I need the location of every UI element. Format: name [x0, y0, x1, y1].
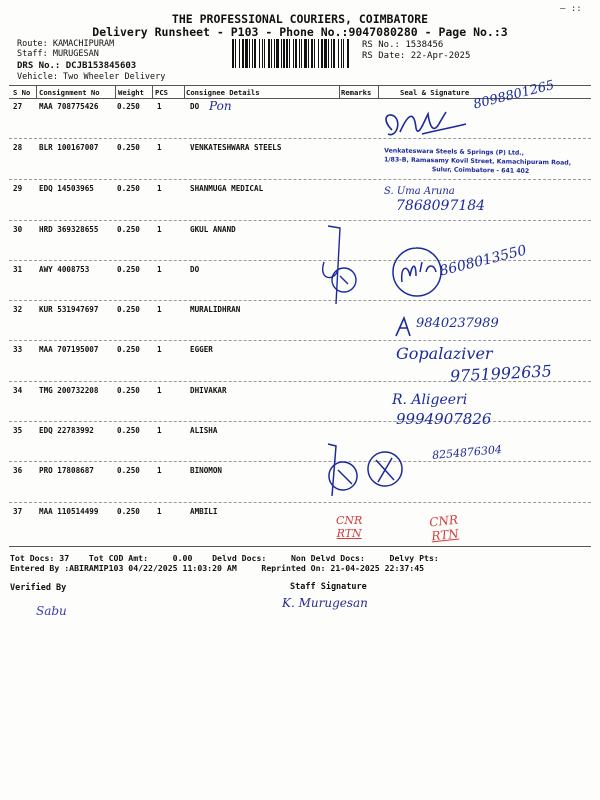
remarks-note-line2: RTN [336, 527, 362, 540]
row31-signature [386, 242, 446, 300]
route-label: Route: KAMACHIPURAM [17, 39, 115, 49]
cell-pcs: 1 [157, 265, 162, 274]
row32-phone: 9840237989 [416, 316, 499, 331]
row34-name: R. Aligeeri [392, 392, 468, 408]
vehicle-label: Vehicle: Two Wheeler Delivery [17, 72, 166, 82]
barcode-bar [249, 39, 250, 68]
cell-weight: 0.250 [117, 345, 140, 354]
barcode-bar [281, 39, 282, 68]
row-divider [9, 179, 591, 180]
row-divider [9, 502, 591, 503]
verified-by-signature: Sabu [36, 604, 67, 618]
table-bottom-rule [9, 546, 591, 547]
cell-consignment-no: TMG 200732208 [39, 386, 99, 395]
cell-sno: 33 [13, 345, 23, 354]
verified-by-label: Verified By [10, 583, 67, 593]
cell-weight: 0.250 [117, 305, 140, 314]
cell-consignment-no: KUR 531947697 [39, 305, 99, 314]
barcode-bar [232, 39, 234, 68]
header-divider [152, 85, 153, 98]
row34-phone: 9994907826 [396, 410, 492, 428]
cell-weight: 0.250 [117, 143, 140, 152]
drs-number: DRS No.: DCJB153845603 [17, 61, 137, 71]
cell-sno: 28 [13, 143, 23, 152]
cell-sno: 36 [13, 466, 23, 475]
staff-signature-label: Staff Signature [290, 582, 367, 592]
header-divider [115, 85, 116, 98]
col-header-pcs: PCS [155, 88, 168, 97]
cell-consignee: SHANMUGA MEDICAL [190, 184, 264, 193]
barcode-bar [264, 39, 265, 68]
barcode-bar [262, 39, 263, 68]
stamp-line-3: Sulur, Coimbatore - 641 402 [431, 166, 530, 175]
col-header-sno: S No [13, 88, 31, 97]
stamp-line-2: 1/83-B, Ramasamy Kovil Street, Kamachipuram Road, [383, 156, 572, 167]
cell-pcs: 1 [157, 345, 162, 354]
staff-label: Staff: MURUGESAN [17, 49, 99, 59]
barcode-bar [347, 39, 349, 68]
barcode-bar [245, 39, 248, 68]
cell-weight: 0.250 [117, 507, 140, 516]
barcode-bar [254, 39, 256, 68]
rs-date: RS Date: 22-Apr-2025 [362, 51, 471, 61]
cell-pcs: 1 [157, 184, 162, 193]
cell-consignee: GKUL ANAND [190, 225, 236, 234]
cell-weight: 0.250 [117, 426, 140, 435]
runsheet-title: Delivery Runsheet - P103 - Phone No.:9047080280 - Page No.:3 [92, 25, 508, 39]
cell-sno: 34 [13, 386, 23, 395]
row-divider [9, 300, 591, 301]
cell-pcs: 1 [157, 507, 162, 516]
row33-name: Gopalaziver [396, 344, 493, 363]
row27-phone: 8098801265 [472, 77, 556, 113]
cell-consignment-no: MAA 707195007 [39, 345, 99, 354]
barcode-bar [299, 39, 300, 68]
barcode-bar [268, 39, 270, 68]
cell-pcs: 1 [157, 143, 162, 152]
cell-pcs: 1 [157, 426, 162, 435]
row27-consignee-note: Pon [209, 99, 232, 113]
cell-weight: 0.250 [117, 265, 140, 274]
col-header-weight: Weight [118, 88, 144, 97]
cell-weight: 0.250 [117, 225, 140, 234]
cell-consignment-no: HRD 369328655 [39, 225, 99, 234]
cell-pcs: 1 [157, 386, 162, 395]
cell-consignee: ALISHA [190, 426, 218, 435]
cell-sno: 35 [13, 426, 23, 435]
cell-consignment-no: EDQ 22783992 [39, 426, 94, 435]
corner-mark: — :: [560, 4, 582, 14]
barcode-bar [338, 39, 339, 68]
barcode-bar [274, 39, 275, 68]
header-divider [378, 85, 379, 98]
totals-line: Tot Docs: 37 Tot COD Amt: 0.00 Delvd Docs: Non Delvd Docs: Delvy Pts: [10, 553, 439, 563]
col-header-seal-signature: Seal & Signature [400, 88, 470, 97]
cell-consignee: VENKATESHWARA STEELS [190, 143, 282, 152]
cell-consignee: BINOMON [190, 466, 223, 475]
row-divider [9, 421, 591, 422]
row-divider [9, 461, 591, 462]
barcode-bar [293, 39, 294, 68]
cell-consignee: AMBILI [190, 507, 218, 516]
cell-pcs: 1 [157, 225, 162, 234]
barcode-bar [295, 39, 297, 68]
cell-consignment-no: MAA 110514499 [39, 507, 99, 516]
row33-phone: 9751992635 [449, 361, 553, 386]
barcode-bar [311, 39, 313, 68]
barcode-bar [301, 39, 302, 68]
cell-consignee: EGGER [190, 345, 213, 354]
rs-number: RS No.: 1538456 [362, 40, 444, 50]
row31-phone: 8608013550 [438, 242, 529, 280]
barcode-bar [239, 39, 240, 68]
cell-consignee: MURALIDHRAN [190, 305, 241, 314]
barcode-bar [289, 39, 290, 68]
row37-remarks-note [336, 514, 362, 540]
header-divider [36, 85, 37, 98]
row-divider [9, 138, 591, 139]
cell-weight: 0.250 [117, 102, 140, 111]
barcode-bar [314, 39, 315, 68]
cell-pcs: 1 [157, 466, 162, 475]
cell-consignment-no: AWY 4008753 [39, 265, 90, 274]
barcode-bar [328, 39, 329, 68]
row27-signature [378, 104, 478, 146]
barcode-bar [308, 39, 309, 68]
barcode-bar [341, 39, 342, 68]
cell-sno: 31 [13, 265, 23, 274]
row-divider [9, 220, 591, 221]
seal-note-line1: CNR [428, 512, 459, 530]
col-header-remarks: Remarks [341, 88, 372, 97]
header-divider [184, 85, 185, 98]
col-header-consignee: Consignee Details [186, 88, 260, 97]
barcode-bar [252, 39, 253, 68]
cell-weight: 0.250 [117, 466, 140, 475]
barcode-bar [321, 39, 323, 68]
barcode-bar [235, 39, 236, 68]
remarks-note-line1: CNR [336, 514, 363, 527]
company-title: THE PROFESSIONAL COURIERS, COIMBATORE [171, 12, 429, 26]
table-top-rule [9, 85, 591, 86]
row30-31-bracket-mark [320, 220, 366, 310]
cell-sno: 37 [13, 507, 23, 516]
barcode-bar [318, 39, 319, 68]
entered-by-line: Entered By :ABIRAMIP103 04/22/2025 11:03:20 AM Reprinted On: 21-04-2025 22:37:45 [10, 563, 425, 573]
row29-phone: 7868097184 [396, 198, 486, 214]
cell-pcs: 1 [157, 102, 162, 111]
cell-sno: 29 [13, 184, 23, 193]
cell-consignment-no: MAA 708775426 [39, 102, 99, 111]
row36-signature [318, 440, 426, 500]
row-divider [9, 340, 591, 341]
barcode-bar [324, 39, 327, 68]
barcode-bar [343, 39, 344, 68]
cell-consignee: DO [190, 102, 200, 111]
seal-note-line2: RTN [430, 526, 460, 544]
barcode-bar [286, 39, 288, 68]
cell-weight: 0.250 [117, 184, 140, 193]
header-divider [339, 85, 340, 98]
staff-signature: K. Murugesan [282, 596, 368, 610]
barcode [232, 39, 350, 68]
cell-consignment-no: PRO 17808687 [39, 466, 94, 475]
col-header-consignment: Consignment No [39, 88, 100, 97]
barcode-bar [283, 39, 285, 68]
cell-consignment-no: EDQ 14503965 [39, 184, 94, 193]
barcode-bar [242, 39, 244, 68]
cell-consignee: DO [190, 265, 200, 274]
cell-sno: 27 [13, 102, 23, 111]
barcode-bar [259, 39, 260, 68]
row32-initial-mark [392, 316, 416, 338]
barcode-bar [331, 39, 332, 68]
row29-name: S. Uma Aruna [384, 186, 455, 197]
row28-company-stamp [384, 146, 572, 176]
barcode-bar [276, 39, 279, 68]
stamp-line-1: Venkateswara Steels & Springs (P) Ltd., [384, 147, 525, 157]
barcode-bar [333, 39, 335, 68]
cell-sno: 30 [13, 225, 23, 234]
row37-seal-note [429, 513, 460, 544]
cell-pcs: 1 [157, 305, 162, 314]
cell-sno: 32 [13, 305, 23, 314]
cell-weight: 0.250 [117, 386, 140, 395]
barcode-bar [304, 39, 307, 68]
row36-phone: 8254876304 [431, 442, 503, 463]
cell-consignee: DHIVAKAR [190, 386, 227, 395]
barcode-bar [271, 39, 272, 68]
cell-consignment-no: BLR 100167007 [39, 143, 99, 152]
